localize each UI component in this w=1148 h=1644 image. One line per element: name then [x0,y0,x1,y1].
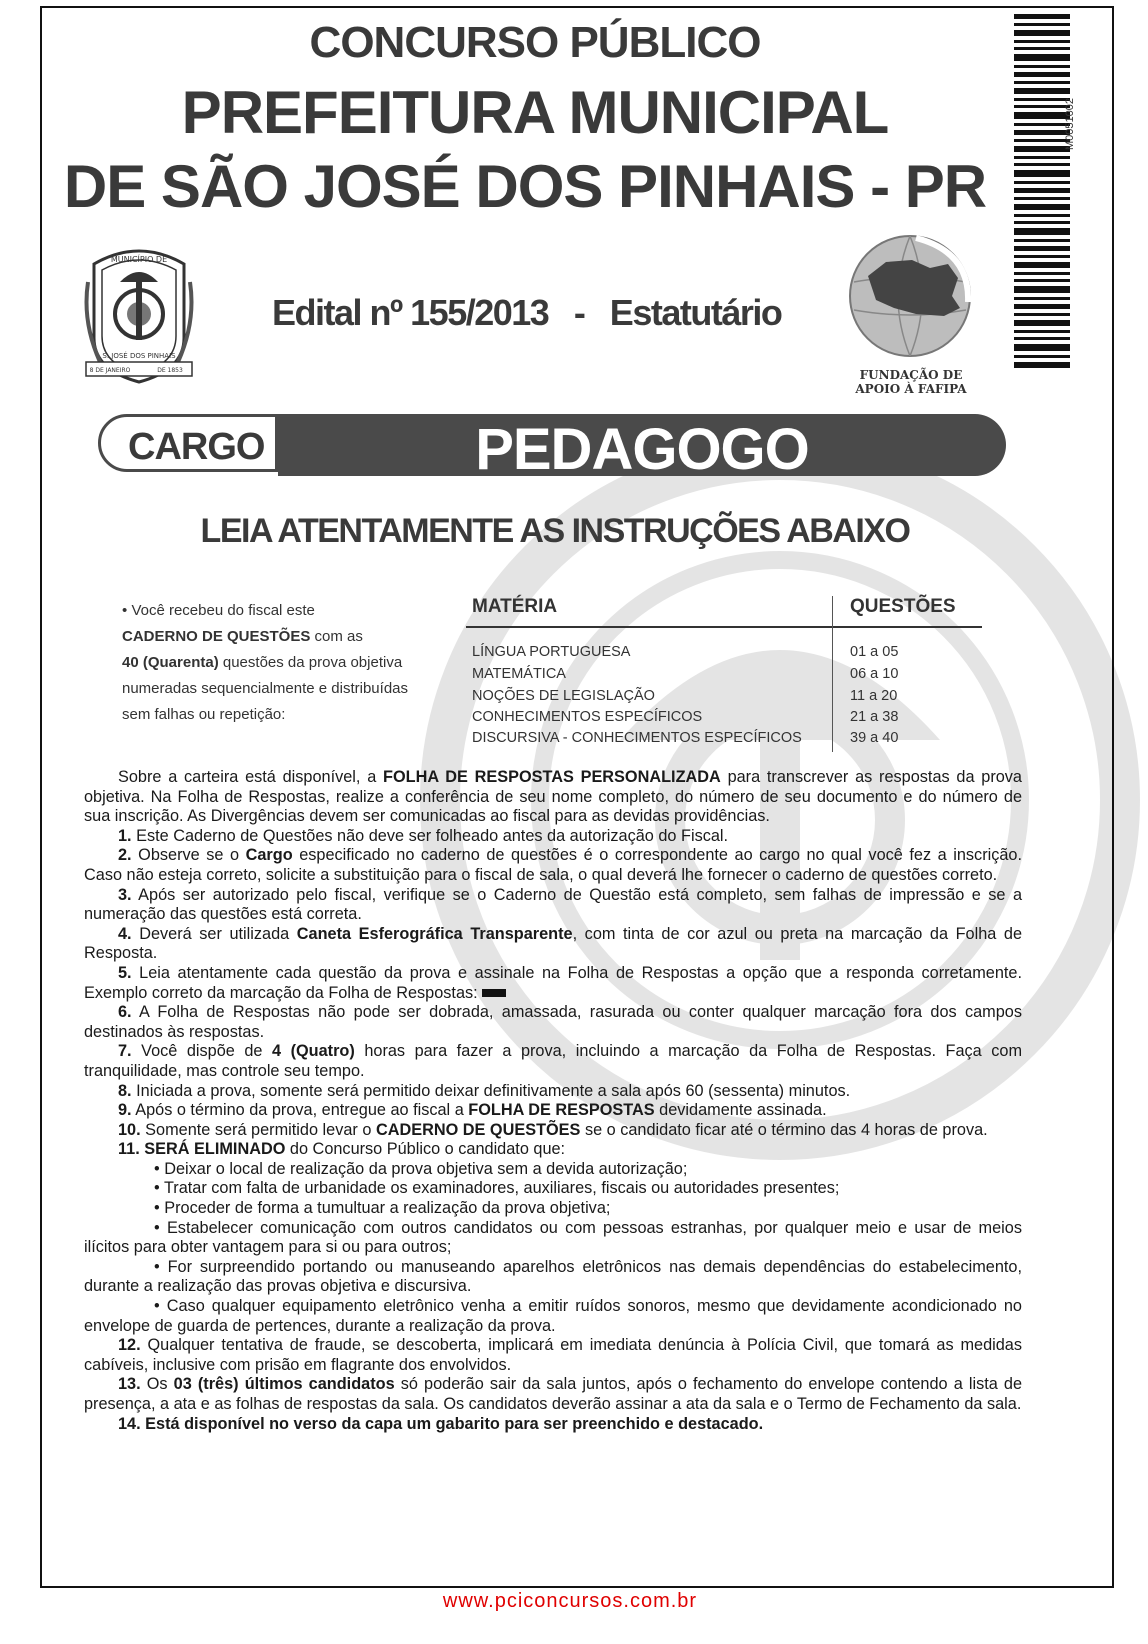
intro-paragraph [84,768,1022,827]
item-bold: Caneta Esferográfica Transparente [296,924,573,943]
item-number: 9. [118,1101,132,1120]
instruction-item-3 [84,886,1022,925]
table-cell-questions: 06 a 10 [850,666,899,682]
item-text: especificado no caderno de questões é o correspondente ao cargo no qual você fez a inscrição. Caso não esteja correto, solicite a substituição para o fiscal de sala, o qual deverá lhe fornecer o caderno de questões correto. [84,846,1023,884]
instruction-item-2 [84,846,1022,885]
item-text: Você dispõe de [141,1042,263,1061]
item-bold: 4 (Quatro) [272,1042,355,1061]
instruction-item-9 [84,1101,1022,1121]
received-bold-2: 40 (Quarenta) [122,654,219,671]
item-number: 8. [118,1081,132,1100]
intro-bold: FOLHA DE RESPOSTAS PERSONALIZADA [383,768,721,786]
received-notice [122,598,422,728]
item-number: 7. [118,1042,132,1061]
table-row [466,666,986,688]
elimination-bullet: • Deixar o local de realização da prova objetiva sem a devida autorização; [154,1159,688,1178]
elimination-bullet: • Tratar com falta de urbanidade os examinadores, auxiliares, fiscais ou autoridades presentes; [154,1179,840,1198]
item-text: Leia atentamente cada questão da prova e assinale na Folha de Respostas a opção que a responda corretamente. Exemplo correto da marcação da Folha de Respostas: [84,963,1022,1002]
table-cell-questions: 21 a 38 [850,709,899,725]
crest-date-right: DE 1853 [157,367,183,374]
document-code: M0051002 [1064,98,1076,150]
instruction-item-4 [84,925,1022,964]
crest-date-left: 8 DE JANEIRO [89,367,131,374]
item-number: 6. [118,1003,132,1022]
bullet-text: Deixar o local de realização da prova objetiva sem a devida autorização; [164,1159,688,1178]
received-text-3: questões da prova objetiva numeradas sequencialmente e distribuídas sem falhas ou repetição: [122,654,409,723]
received-text-1: Você recebeu do fiscal este [131,602,315,619]
item-text: só poderão sair da sala juntos, após o fechamento do envelope contendo a lista de presença, a ata e as folhas de respostas da sala. Os candidatos deverão assinar a ata da sala e o Termo de Fechamento da sala. [84,1375,1023,1413]
header-line-3: DE SÃO JOSÉ DOS PINHAIS - PR [63,153,987,220]
crest-top-text: MUNICÍPIO DE [110,255,168,264]
table-cell-subject: LÍNGUA PORTUGUESA [472,644,631,660]
item-text: Somente será permitido levar o [145,1120,372,1139]
item-number: 13. [118,1375,141,1394]
item-text: Os [146,1375,168,1394]
foundation-line-2: APOIO À FAFIPA [855,382,967,396]
instruction-item-6 [84,1003,1022,1042]
intro-text-a: Sobre a carteira está disponível, a [118,768,377,786]
header-line-1: CONCURSO PÚBLICO [309,18,761,67]
item-number: 3. [118,885,132,904]
table-row [466,709,986,731]
item-number: 1. [118,826,132,845]
item-number: 2. [118,846,132,865]
instructions-body [84,768,1022,1434]
table-cell-questions: 39 a 40 [850,730,899,746]
bullet-text: Proceder de forma a tumultuar a realização da prova objetiva; [164,1199,611,1218]
table-cell-questions: 11 a 20 [850,688,898,704]
table-row [466,730,986,752]
instruction-item-5 [84,964,1022,1003]
item-text: Após ser autorizado pelo fiscal, verifique se o Caderno de Questão está completo, sem falhas de impressão e se a numeração das questões está correta. [84,885,1022,924]
item-text: Qualquer tentativa de fraude, se descoberta, implicará em imediata denúncia à Polícia Civil, que tomará as medidas cabíveis, inclusive com prisão em flagrante dos envolvidos. [84,1336,1022,1374]
bullet-text: Caso qualquer equipamento eletrônico venha a emitir ruídos sonoros, mesmo que devidamente acondicionado no envelope de guarda de pertences, durante a realização da prova. [84,1297,1022,1335]
edital-line: Edital nº 155/2013 - Estatutário [272,292,782,333]
bullet-icon: • [122,602,128,619]
item-text: A Folha de Respostas não pode ser dobrada, amassada, rasurada ou conter qualquer marcação fora dos campos destinados às respostas. [84,1003,1022,1041]
item-text: do Concurso Público o candidato que: [289,1140,566,1159]
elimination-bullet: • Estabelecer comunicação com outros candidatos ou com pessoas estranhas, por qualquer meio e usar de meios ilícitos para obter vantagem para si ou para outros; [84,1218,1022,1257]
received-text-2: com as [314,628,363,645]
foundation-name [836,368,986,396]
item-number: 5. [118,963,132,982]
table-header-subject: MATÉRIA [472,596,558,617]
item-bold: SERÁ ELIMINADO [144,1140,286,1159]
item-text: se o candidato ficar até o término das 4 horas de prova. [584,1120,988,1139]
table-row [466,644,986,666]
table-cell-subject: DISCURSIVA - CONHECIMENTOS ESPECÍFICOS [472,730,802,746]
item-bold: CADERNO DE QUESTÕES [375,1120,581,1139]
table-row [466,688,986,710]
barcode [1014,14,1070,370]
item-text: Observe se o [138,846,240,865]
elimination-bullet: • Proceder de forma a tumultuar a realização da prova objetiva; [154,1199,611,1218]
table-cell-questions: 01 a 05 [850,644,899,660]
instruction-item-1 [84,827,1022,847]
crest-bottom-text: S. JOSÉ DOS PINHAIS [102,352,176,360]
item-bold: 03 (três) últimos candidatos [173,1375,395,1394]
instructions-title: LEIA ATENTAMENTE AS INSTRUÇÕES ABAIXO [200,512,910,550]
cargo-label: CARGO [128,426,265,468]
item-text: devidamente assinada. [659,1101,827,1120]
footer-url[interactable]: www.pciconcursos.com.br [442,1590,698,1612]
bullet-text: Tratar com falta de urbanidade os examinadores, auxiliares, fiscais ou autoridades presentes; [163,1179,840,1198]
elimination-bullet: • Caso qualquer equipamento eletrônico venha a emitir ruídos sonoros, mesmo que devidamente acondicionado no envelope de guarda de pertences, durante a realização da prova. [84,1297,1022,1335]
bullet-text: Estabelecer comunicação com outros candidatos ou com pessoas estranhas, por qualquer meio e usar de meios ilícitos para obter vantagem para si ou para outros; [84,1218,1022,1257]
item-number: 4. [118,924,132,943]
item-text: , com tinta de cor azul ou preta na marcação da Folha de Resposta. [84,924,1022,963]
item-text: horas para fazer a prova, incluindo a marcação da Folha de Respostas. Faça com tranquilidade, mas controle seu tempo. [84,1042,1023,1080]
municipal-crest [80,242,198,388]
elimination-bullet: • For surpreendido portando ou manuseando aparelhos eletrônicos nas demais dependências do estabelecimento, durante a realização das provas objetiva e discursiva. [84,1257,1022,1296]
table-rule [466,626,982,628]
table-cell-subject: MATEMÁTICA [472,666,566,682]
item-number: 12. [118,1336,141,1355]
item-text: Iniciada a prova, somente será permitido deixar definitivamente a sala após 60 (sessenta) minutos. [136,1081,851,1100]
instruction-item-11 [84,1140,1022,1160]
table-cell-subject: CONHECIMENTOS ESPECÍFICOS [472,709,703,725]
instruction-item-13 [84,1375,1022,1414]
fafipa-globe-logo [846,232,974,360]
received-bold-1: CADERNO DE QUESTÕES [122,628,311,645]
item-bold: FOLHA DE RESPOSTAS [468,1101,655,1120]
item-text: Após o término da prova, entregue ao fiscal a [135,1101,464,1120]
cargo-value: PEDAGOGO [475,417,809,482]
instruction-item-12 [84,1336,1022,1375]
header-line-2: PREFEITURA MUNICIPAL [181,79,889,146]
instruction-item-14 [84,1415,1022,1435]
instruction-item-10 [84,1121,1022,1141]
instruction-item-8 [84,1082,1022,1102]
intro-text-c: para transcrever as respostas da prova objetiva. Na Folha de Respostas, realize a conferência de seu nome completo, do número de seu documento e do número de sua inscrição. As Divergências devem ser comunicadas ao fiscal para as devidas providências. [84,768,1022,826]
item-bold: Cargo [245,846,293,865]
table-header-questions: QUESTÕES [850,596,956,617]
filled-mark-icon [482,989,506,997]
item-number: 11. [118,1140,140,1159]
item-number: 10. [118,1120,141,1139]
item-text: Este Caderno de Questões não deve ser folheado antes da autorização do Fiscal. [136,826,729,845]
foundation-line-1: FUNDAÇÃO DE [859,368,963,382]
item-text: Deverá ser utilizada [139,924,290,943]
instruction-item-7 [84,1042,1022,1081]
item-bold: 14. Está disponível no verso da capa um gabarito para ser preenchido e destacado. [118,1414,764,1433]
table-cell-subject: NOÇÕES DE LEGISLAÇÃO [472,688,655,704]
bullet-text: For surpreendido portando ou manuseando aparelhos eletrônicos nas demais dependências do estabelecimento, durante a realização das provas objetiva e discursiva. [84,1257,1022,1296]
cargo-bar [98,414,1006,482]
